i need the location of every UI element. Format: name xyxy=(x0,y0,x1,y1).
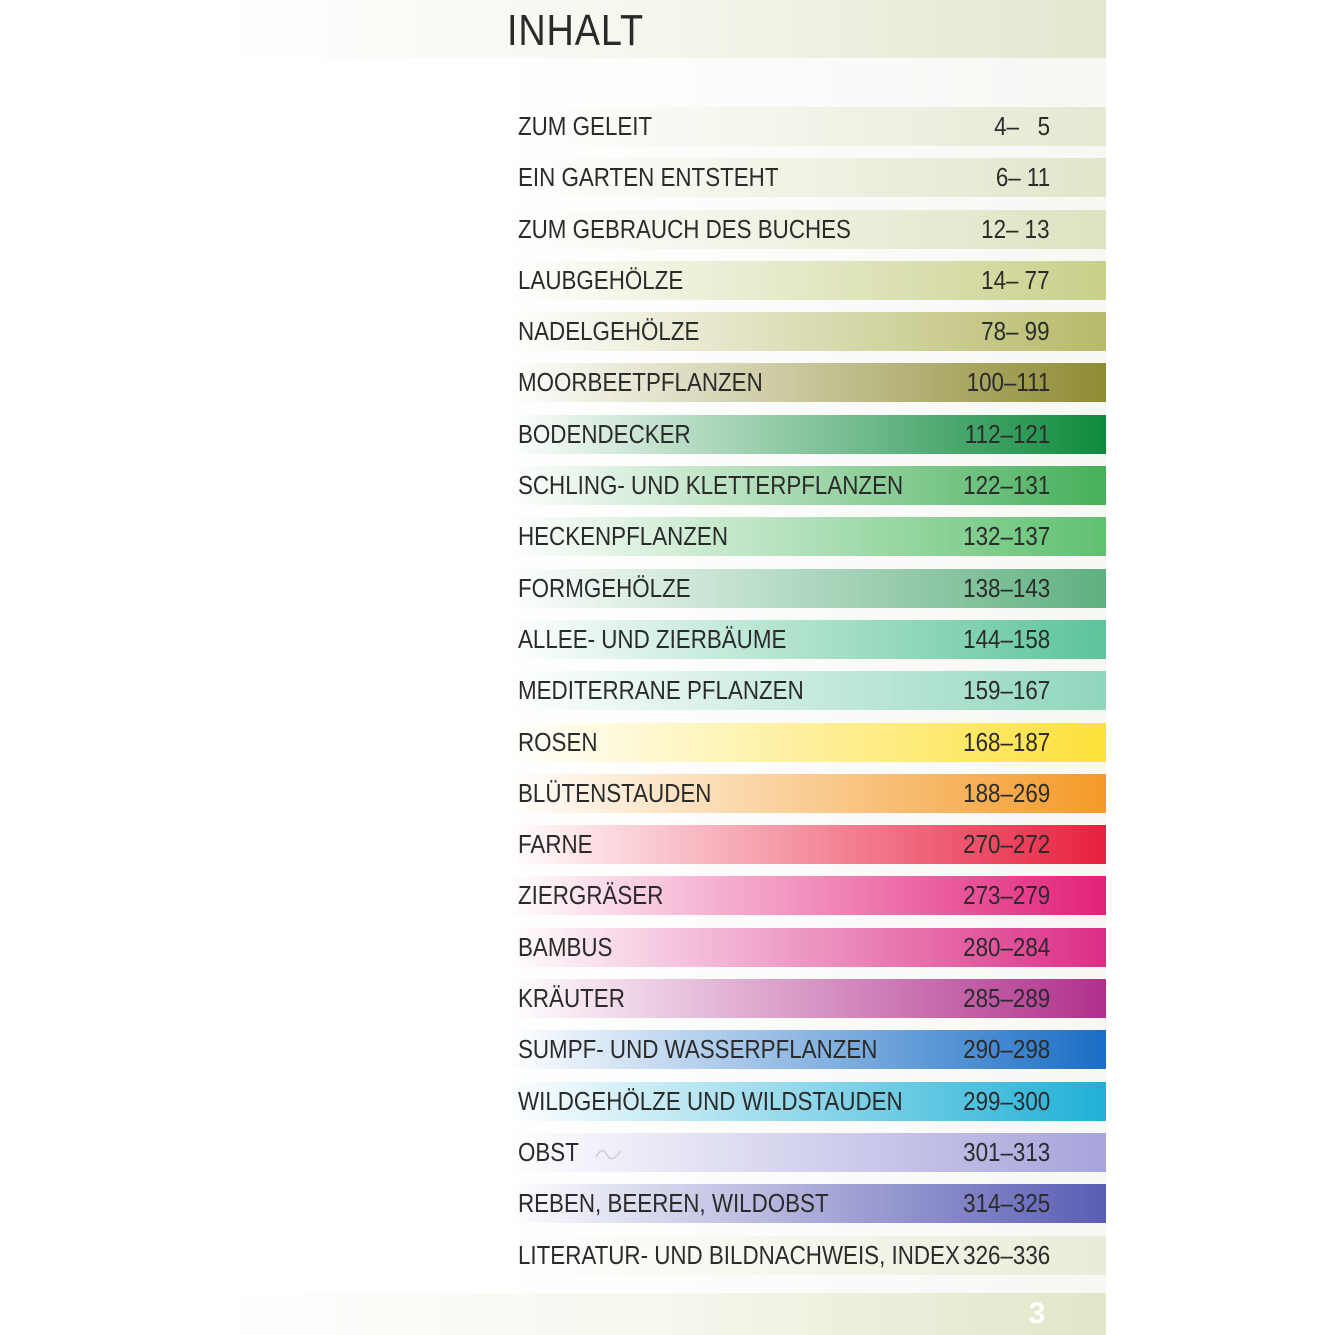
toc-entry xyxy=(507,569,1106,608)
toc-entry xyxy=(507,825,1106,864)
toc-entry xyxy=(507,928,1106,967)
toc-entry-pages: 132–137 xyxy=(962,521,1050,552)
toc-entry-pages: 144–158 xyxy=(962,623,1050,654)
toc-entry xyxy=(507,466,1106,505)
toc-entry-title: BODENDECKER xyxy=(518,418,691,449)
toc-entry-title: ROSEN xyxy=(518,726,598,757)
page-number: 3 xyxy=(1028,1297,1046,1330)
toc-entry-pages: 270–272 xyxy=(962,829,1050,860)
toc-entry-pages: 78– 99 xyxy=(981,316,1050,347)
toc-entry-title: FARNE xyxy=(518,829,593,860)
toc-entry-title: HECKENPFLANZEN xyxy=(518,521,728,552)
toc-entry xyxy=(507,107,1106,146)
toc-entry-pages: 168–187 xyxy=(962,726,1050,757)
toc-entry-title: LAUBGEHÖLZE xyxy=(518,264,684,295)
pen-mark xyxy=(595,1145,623,1161)
toc-entry-pages: 188–269 xyxy=(962,777,1050,808)
toc-entry-pages: 138–143 xyxy=(962,572,1050,603)
page-title: INHALT xyxy=(507,6,644,55)
toc-entry xyxy=(507,671,1106,710)
toc-entry xyxy=(507,1082,1106,1121)
toc-entry-pages: 112–121 xyxy=(964,418,1050,449)
toc-entry-pages: 301–313 xyxy=(962,1136,1050,1167)
toc-entry-title: REBEN, BEEREN, WILDOBST xyxy=(518,1188,829,1219)
toc-entry-pages: 122–131 xyxy=(962,470,1050,501)
toc-entry xyxy=(507,723,1106,762)
toc-entry-title: SCHLING- UND KLETTERPFLANZEN xyxy=(518,470,904,501)
toc-entry xyxy=(507,312,1106,351)
toc-entry-title: FORMGEHÖLZE xyxy=(518,572,691,603)
toc-entry-title: MEDITERRANE PFLANZEN xyxy=(518,675,804,706)
toc-entry-title: BLÜTENSTAUDEN xyxy=(518,777,712,808)
toc-entry-title: SUMPF- UND WASSERPFLANZEN xyxy=(518,1034,878,1065)
toc-entry-title: OBST xyxy=(518,1136,579,1167)
toc-entry-title: ZIERGRÄSER xyxy=(518,880,664,911)
toc-entry xyxy=(507,1184,1106,1223)
toc-entry-pages: 100–111 xyxy=(966,367,1050,398)
toc-entry-pages: 159–167 xyxy=(962,675,1050,706)
toc-entry xyxy=(507,1030,1106,1069)
toc-entry xyxy=(507,774,1106,813)
toc-entry xyxy=(507,620,1106,659)
toc-entry-pages: 273–279 xyxy=(962,880,1050,911)
toc-entry xyxy=(507,261,1106,300)
toc-entry-title: ZUM GEBRAUCH DES BUCHES xyxy=(518,213,851,244)
toc-entry xyxy=(507,158,1106,197)
toc-entry-pages: 285–289 xyxy=(962,983,1050,1014)
toc-entry xyxy=(507,415,1106,454)
toc-entry-pages: 326–336 xyxy=(962,1239,1050,1270)
toc-entry-pages: 314–325 xyxy=(962,1188,1050,1219)
toc-entry xyxy=(507,876,1106,915)
toc-entry-pages: 6– 11 xyxy=(995,162,1050,193)
toc-entry-pages: 299–300 xyxy=(962,1085,1050,1116)
toc-entry-title: NADELGEHÖLZE xyxy=(518,316,700,347)
toc-entry-pages: 4– 5 xyxy=(994,111,1050,141)
toc-entry-pages: 280–284 xyxy=(962,931,1050,962)
toc-entry-title: EIN GARTEN ENTSTEHT xyxy=(518,162,779,193)
toc-entry-title: ALLEE- UND ZIERBÄUME xyxy=(518,623,787,654)
toc-entry-title: ZUM GELEIT xyxy=(518,111,653,141)
toc-entry-title: WILDGEHÖLZE UND WILDSTAUDEN xyxy=(518,1085,903,1116)
toc-entry xyxy=(507,363,1106,402)
toc-entry-title: KRÄUTER xyxy=(518,983,625,1014)
footer-band xyxy=(220,1293,1106,1335)
toc-entry-title: MOORBEETPFLANZEN xyxy=(518,367,763,398)
toc-entry-title: LITERATUR- UND BILDNACHWEIS, INDEX xyxy=(518,1239,960,1270)
toc-entry xyxy=(507,517,1106,556)
toc-entry-title: BAMBUS xyxy=(518,931,613,962)
toc-entry xyxy=(507,210,1106,249)
toc-entry-pages: 14– 77 xyxy=(981,264,1050,295)
title-band xyxy=(220,0,1106,58)
toc-entry-pages: 290–298 xyxy=(962,1034,1050,1065)
toc-entry xyxy=(507,1236,1106,1275)
table-of-contents xyxy=(507,107,1106,1287)
toc-entry xyxy=(507,979,1106,1018)
toc-entry-pages: 12– 13 xyxy=(981,213,1050,244)
